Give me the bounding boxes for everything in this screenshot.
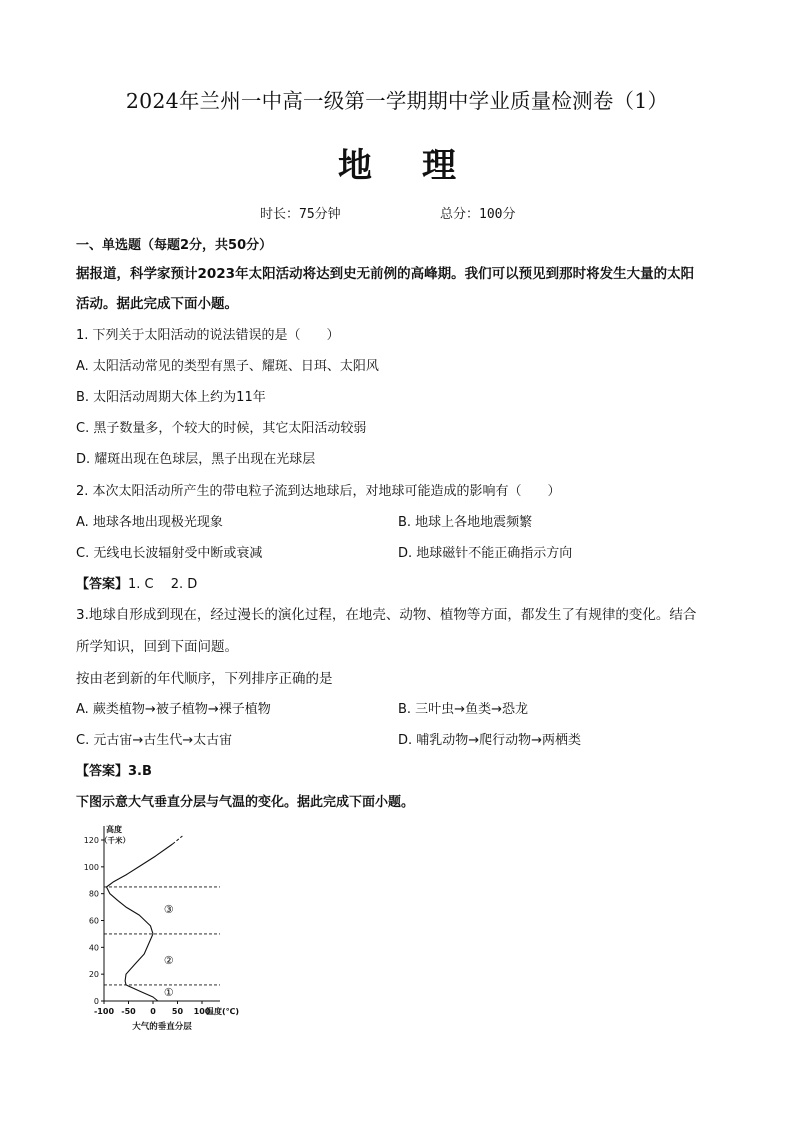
answer-1 (76, 573, 197, 592)
answer-text: 1. C 2. D (128, 577, 198, 592)
question-1-option-b: B. 太阳活动周期大体上约为11年 (76, 390, 266, 405)
x-tick-label: 50 (171, 1007, 184, 1016)
passage2-line2: 所学知识，回到下面问题。 (76, 639, 238, 655)
question-1-option-d: D. 耀斑出现在色球层，黑子出现在光球层 (76, 452, 316, 467)
x-tick-label: -100 (93, 1007, 115, 1016)
question-1-option-c: C. 黑子数量多，个较大的时候，其它太阳活动较弱 (76, 421, 367, 436)
x-tick-label: 0 (150, 1007, 156, 1016)
answer-label: 【答案】 (76, 764, 129, 779)
y-tick-label: 100 (83, 862, 99, 872)
question-2-option-c: C. 无线电长波辐射受中断或衰减 (76, 546, 263, 561)
layer-label: ① (163, 985, 174, 999)
passage1-line1: 据报道，科学家预计2023年太阳活动将达到史无前例的高峰期。我们可以预见到那时将发生大量的太阳 (76, 266, 695, 282)
passage2-line1: 3.地球自形成到现在，经过漫长的演化过程，在地壳、动物、植物等方面，都发生了有规律的变化。结合 (76, 607, 697, 623)
y-tick-label: 20 (88, 970, 99, 980)
x-axis-label: 温度(℃) (206, 1007, 239, 1016)
section-heading: 一、单选题（每题2分，共50分） (76, 238, 273, 253)
question-2-option-d: D. 地球磁针不能正确指示方向 (398, 546, 573, 561)
question-3-option-d: D. 哺乳动物→爬行动物→两栖类 (398, 733, 582, 748)
x-tick-label: 100 (193, 1007, 211, 1016)
passage1-line2: 活动。据此完成下面小题。 (76, 296, 238, 312)
y-tick-label: 120 (83, 836, 99, 845)
question-3-option-b: B. 三叶虫→鱼类→恐龙 (398, 702, 528, 717)
question-3-stem: 按由老到新的年代顺序，下列排序正确的是 (76, 671, 333, 687)
exam-duration: 时长：75分钟 (260, 207, 341, 222)
y-tick-label: 80 (88, 889, 99, 899)
passage3-line1: 下图示意大气垂直分层与气温的变化。据此完成下面小题。 (76, 795, 415, 810)
question-1-stem: 1. 下列关于太阳活动的说法错误的是（ ） (76, 328, 340, 343)
y-axis-label-unit: （千米） (100, 836, 130, 845)
temperature-curve-extension (173, 836, 183, 844)
question-2-option-b: B. 地球上各地地震频繁 (398, 515, 533, 530)
y-axis-label: 高度 (106, 825, 122, 834)
y-tick-label: 40 (88, 943, 99, 953)
answer-2 (76, 760, 152, 779)
question-2-option-a: A. 地球各地出现极光现象 (76, 515, 223, 530)
layer-label: ② (163, 953, 174, 967)
question-3-option-c: C. 元古宙→古生代→太古宙 (76, 733, 233, 748)
question-3-option-a: A. 蕨类植物→被子植物→裸子植物 (76, 702, 271, 717)
question-1-option-a: A. 太阳活动常见的类型有黑子、耀斑、日珥、太阳风 (76, 359, 379, 374)
layer-label: ③ (163, 902, 174, 916)
question-2-stem: 2. 本次太阳活动所产生的带电粒子流到达地球后，对地球可能造成的影响有（ ） (76, 484, 561, 499)
answer-label: 【答案】 (76, 577, 129, 592)
y-tick-label: 60 (88, 916, 99, 926)
subject-title: 地理 (338, 146, 506, 186)
x-tick-label: -50 (121, 1007, 136, 1016)
exam-total-score: 总分：100分 (440, 207, 516, 222)
page-title: 2024年兰州一中高一级第一学期期中学业质量检测卷（1） (125, 89, 669, 113)
atmosphere-layer-chart (70, 820, 270, 1036)
chart-caption: 大气的垂直分层 (132, 1022, 192, 1032)
temperature-curve (107, 844, 173, 1001)
answer-text: 3.B (128, 764, 152, 779)
y-tick-label: 0 (93, 997, 99, 1006)
